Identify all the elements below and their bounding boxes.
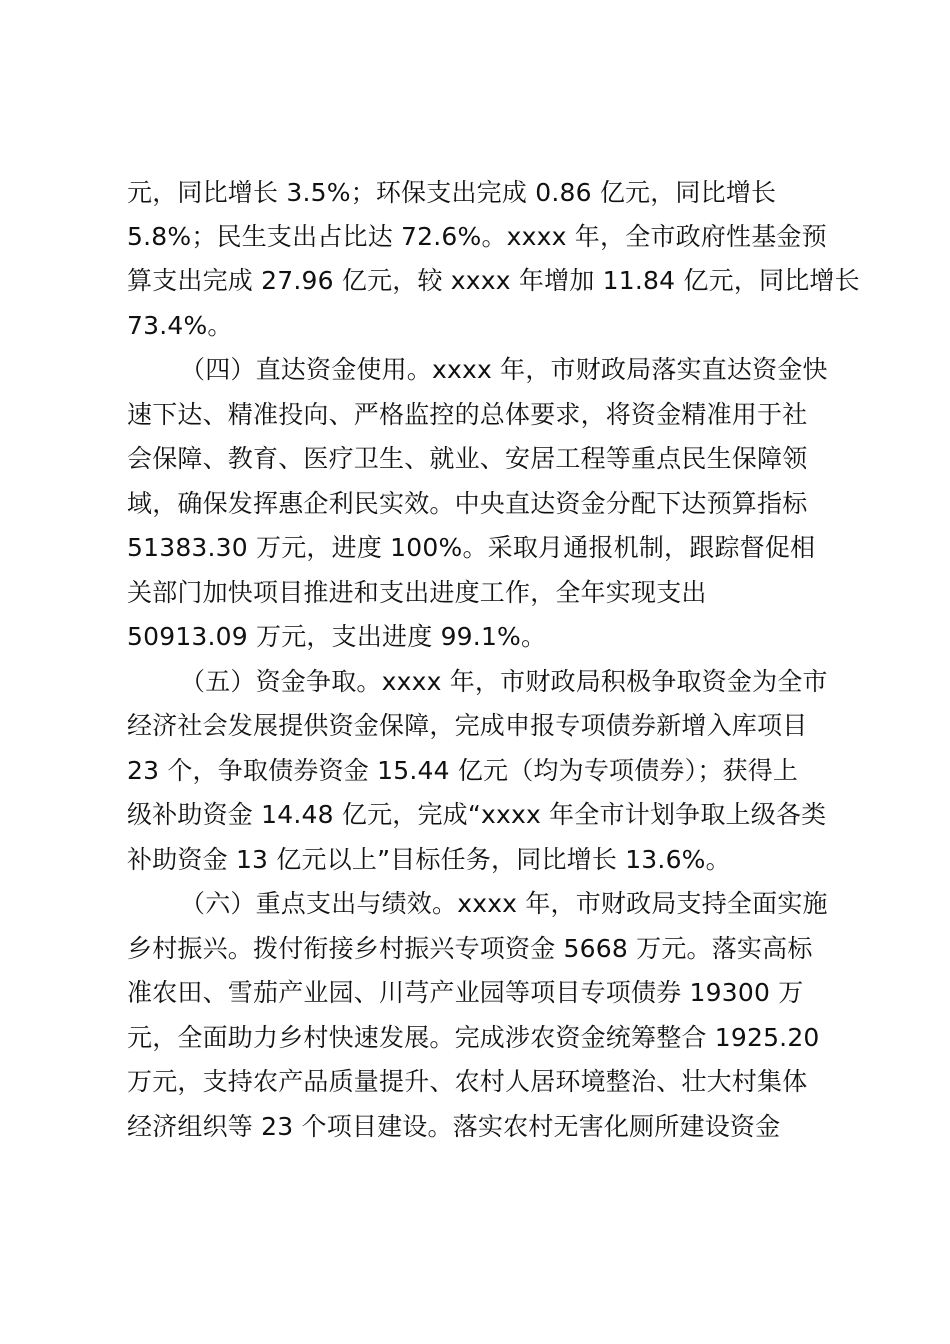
text-line: 准农田、雪茄产业园、川芎产业园等项目专项债券 19300 万 [127,978,804,1007]
text-line: 乡村振兴。拨付衔接乡村振兴专项资金 5668 万元。落实高标 [127,934,813,963]
text-line: 元，全面助力乡村快速发展。完成涉农资金统筹整合 1925.20 [127,1023,820,1052]
text-line: 51383.30 万元，进度 100%。采取月通报机制，跟踪督促相 [127,533,816,562]
text-line: 速下达、精准投向、严格监控的总体要求，将资金精准用于社 [127,400,808,429]
text-line: 万元，支持农产品质量提升、农村人居环境整治、壮大村集体 [127,1067,808,1096]
text-line: 经济组织等 23 个项目建设。落实农村无害化厕所建设资金 [127,1112,781,1141]
text-line: 会保障、教育、医疗卫生、就业、安居工程等重点民生保障领 [127,444,808,473]
text-line: 级补助资金 14.48 亿元，完成“xxxx 年全市计划争取上级各类 [127,800,827,829]
text-line: 补助资金 13 亿元以上”目标任务，同比增长 13.6%。 [127,845,731,874]
text-line: 5.8%；民生支出占比达 72.6%。xxxx 年，全市政府性基金预 [127,222,827,251]
text-line: 元，同比增长 3.5%；环保支出完成 0.86 亿元，同比增长 [127,178,777,207]
text-line: 域，确保发挥惠企利民实效。中央直达资金分配下达预算指标 [127,489,808,518]
text-line: 23 个，争取债券资金 15.44 亿元（均为专项债券）；获得上 [127,756,799,785]
text-line: 73.4%。 [127,311,233,340]
section-heading-line: （五）资金争取。xxxx 年，市财政局积极争取资金为全市 [180,667,828,696]
text-line: 经济社会发展提供资金保障，完成申报专项债券新增入库项目 [127,711,808,740]
text-line: 算支出完成 27.96 亿元，较 xxxx 年增加 11.84 亿元，同比增长 [127,266,860,295]
section-heading-line: （四）直达资金使用。xxxx 年，市财政局落实直达资金快 [180,355,828,384]
text-line: 关部门加快项目推进和支出进度工作，全年实现支出 [127,578,707,607]
text-line: 50913.09 万元，支出进度 99.1%。 [127,622,547,651]
section-heading-line: （六）重点支出与绩效。xxxx 年，市财政局支持全面实施 [180,889,828,918]
